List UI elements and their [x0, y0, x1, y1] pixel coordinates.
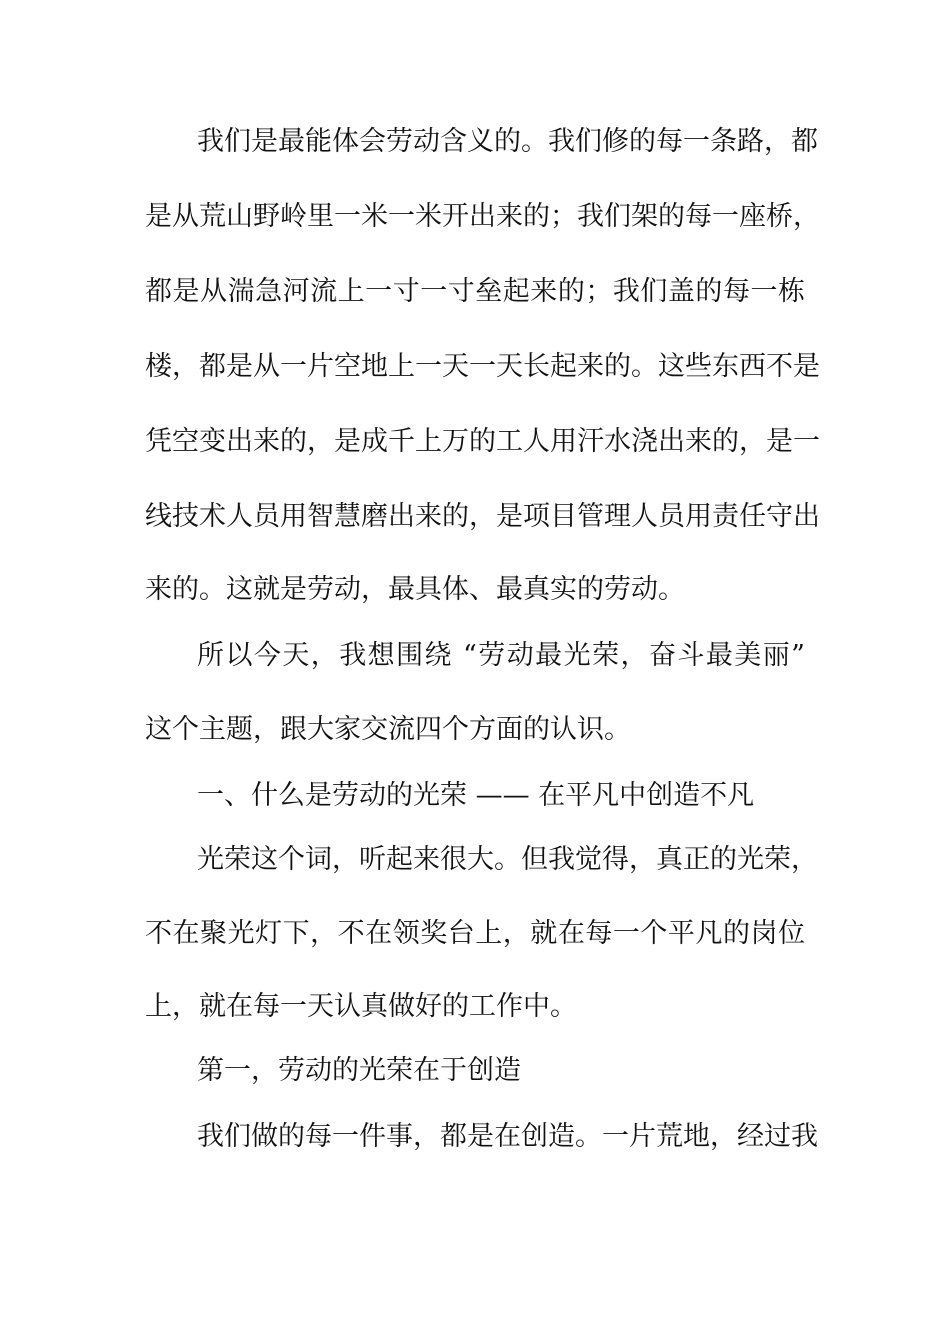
- section-heading: 一、什么是劳动的光荣 —— 在平凡中创造不凡: [197, 780, 755, 811]
- paragraph-line: 所以今天，我想围绕 “劳动最光荣，奋斗最美丽”: [197, 640, 805, 671]
- paragraph-line: 线技术人员用智慧磨出来的，是项目管理人员用责任守出: [145, 501, 820, 532]
- paragraph-line: 来的。这就是劳动，最具体、最真实的劳动。: [145, 574, 685, 605]
- paragraph-line: 不在聚光灯下，不在领奖台上，就在每一个平凡的岗位: [145, 918, 805, 949]
- paragraph-line: 上，就在每一天认真做好的工作中。: [145, 991, 577, 1022]
- paragraph-line: 楼，都是从一片空地上一天一天长起来的。这些东西不是: [145, 351, 820, 382]
- paragraph-line: 我们是最能体会劳动含义的。我们修的每一条路，都: [197, 126, 818, 157]
- subsection-heading: 第一，劳动的光荣在于创造: [197, 1055, 521, 1086]
- paragraph-line: 是从荒山野岭里一米一米开出来的；我们架的每一座桥，: [145, 201, 820, 232]
- paragraph-line: 我们做的每一件事，都是在创造。一片荒地，经过我: [197, 1121, 818, 1152]
- paragraph-line: 这个主题，跟大家交流四个方面的认识。: [145, 714, 631, 745]
- paragraph-line: 凭空变出来的，是成千上万的工人用汗水浇出来的，是一: [145, 426, 820, 457]
- paragraph-line: 光荣这个词，听起来很大。但我觉得，真正的光荣，: [197, 844, 818, 875]
- paragraph-line: 都是从湍急河流上一寸一寸垒起来的；我们盖的每一栋: [145, 276, 805, 307]
